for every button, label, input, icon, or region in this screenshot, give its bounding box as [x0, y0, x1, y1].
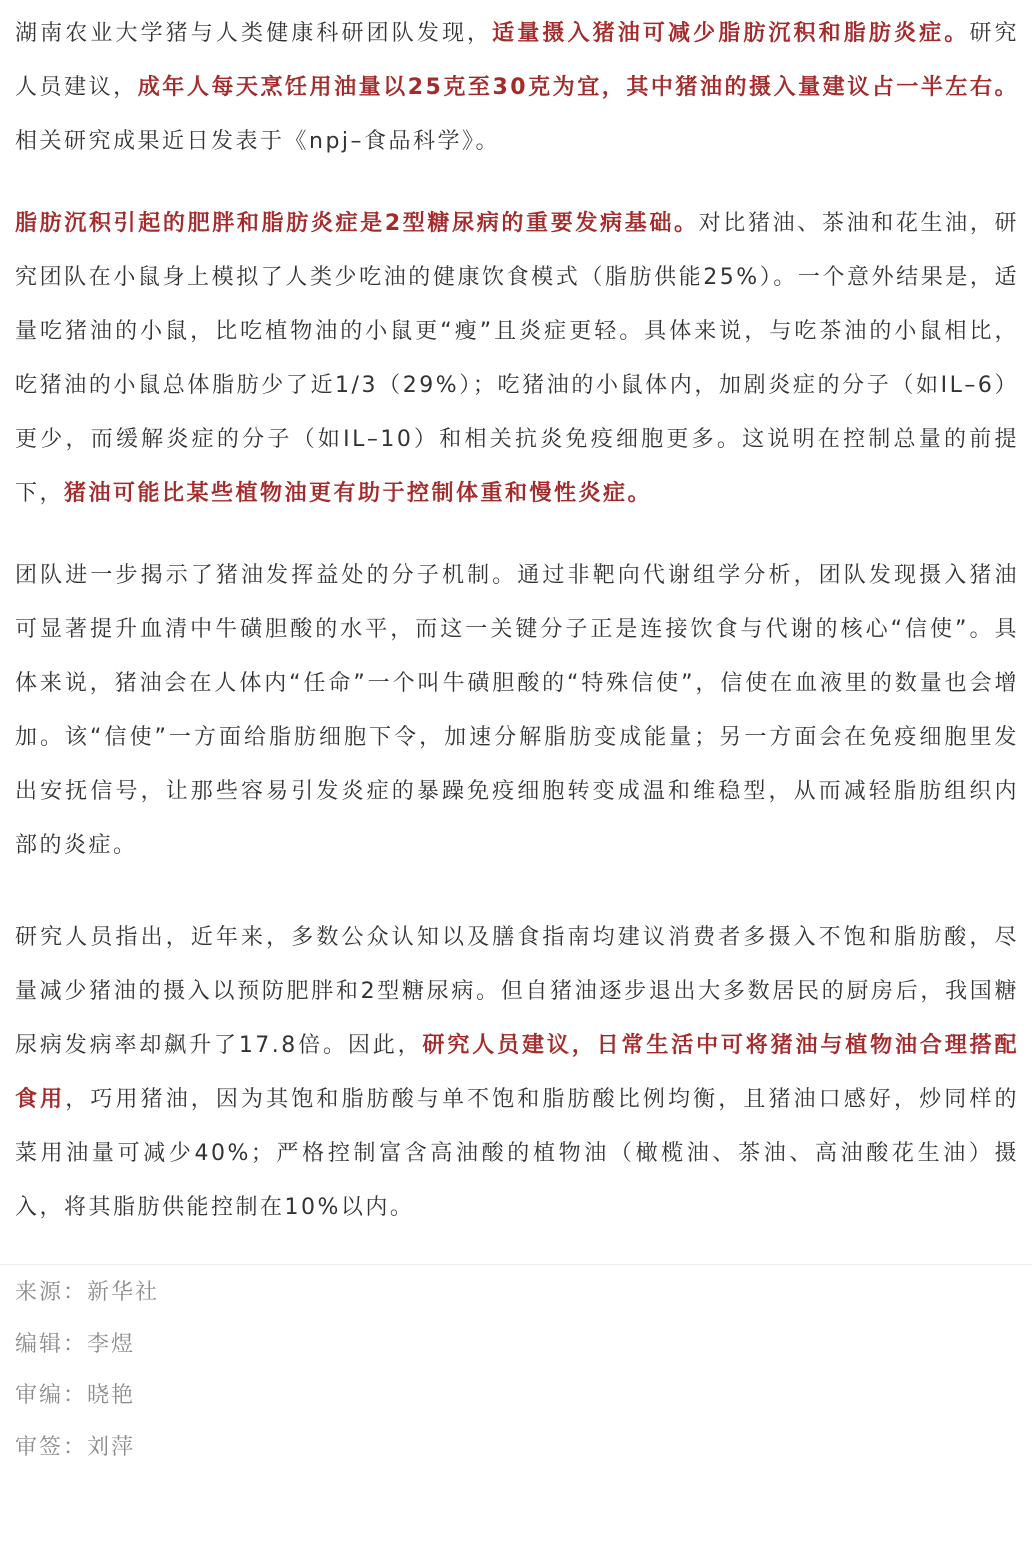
paragraph-spacer	[15, 169, 1019, 197]
para1-text: 相关研究成果近日发表于《npj–食品科学》。	[15, 129, 501, 154]
article-credits	[15, 1265, 1019, 1473]
para4-highlight: 研究人员建议，日常生活中可将猪油与植物油合理搭配食用	[15, 1033, 1019, 1112]
para4-text: 研究人员指出，近年来，多数公众认知以及膳食指南均建议消费者多摄入不饱和脂肪酸，尽量减少猪油的摄入以预防肥胖和2型糖尿病。但自猪油逐步退出大多数居民的厨房后，我国糖尿病发病率却飙升了17.8倍。因此，	[15, 925, 1019, 1058]
paragraph-3	[15, 549, 1019, 873]
para4-text: ，巧用猪油，因为其饱和脂肪酸与单不饱和脂肪酸比例均衡，且猪油口感好，炒同样的菜用油量可减少40%；严格控制富含高油酸的植物油（橄榄油、茶油、高油酸花生油）摄入，将其脂肪供能控制在10%以内。	[15, 1087, 1019, 1220]
para2-highlight: 猪油可能比某些植物油更有助于控制体重和慢性炎症。	[64, 481, 653, 506]
para1-text: 湖南农业大学猪与人类健康科研团队发现，	[15, 21, 493, 46]
paragraph-1	[15, 7, 1019, 169]
credit-reviewer: 审编：晓艳	[15, 1383, 136, 1408]
paragraph-2	[15, 197, 1019, 521]
credit-source: 来源：新华社	[15, 1280, 160, 1305]
para1-text: 研究人员建议，	[15, 21, 1019, 100]
credit-editor: 编辑：李煜	[15, 1331, 136, 1357]
para3-text: 团队进一步揭示了猪油发挥益处的分子机制。通过非靶向代谢组学分析，团队发现摄入猪油可显著提升血清中牛磺胆酸的水平，而这一关键分子正是连接饮食与代谢的核心“信使”。具体来说，猪油会在人体内“任命”一个叫牛磺胆酸的“特殊信使”，信使在血液里的数量也会增加。该“信使”一方面给脂肪细胞下令，加速分解脂肪变成能量；另一方面会在免疫细胞里发出安抚信号，让那些容易引发炎症的暴躁免疫细胞转变成温和维稳型，从而减轻脂肪组织内部的炎症。	[15, 563, 1019, 858]
paragraph-spacer	[15, 873, 1019, 911]
para2-highlight: 脂肪沉积引起的肥胖和脂肪炎症是2型糖尿病的重要发病基础。	[15, 211, 699, 236]
paragraph-4	[15, 911, 1019, 1235]
paragraph-spacer	[15, 521, 1019, 549]
credit-approver: 审签：刘萍	[15, 1434, 136, 1460]
para1-highlight: 成年人每天烹饪用油量以25克至30克为宜，其中猪油的摄入量建议占一半左右。	[137, 75, 1019, 100]
para2-text: 对比猪油、茶油和花生油，研究团队在小鼠身上模拟了人类少吃油的健康饮食模式（脂肪供能25%）。一个意外结果是，适量吃猪油的小鼠，比吃植物油的小鼠更“瘦”且炎症更轻。具体来说，与吃茶油的小鼠相比，吃猪油的小鼠总体脂肪少了近1/3（29%）；吃猪油的小鼠体内，加剧炎症的分子（如IL–6）更少，而缓解炎症的分子（如IL–10）和相关抗炎免疫细胞更多。这说明在控制总量的前提下，	[15, 211, 1019, 506]
para1-highlight: 适量摄入猪油可减少脂肪沉积和脂肪炎症。	[492, 21, 970, 46]
